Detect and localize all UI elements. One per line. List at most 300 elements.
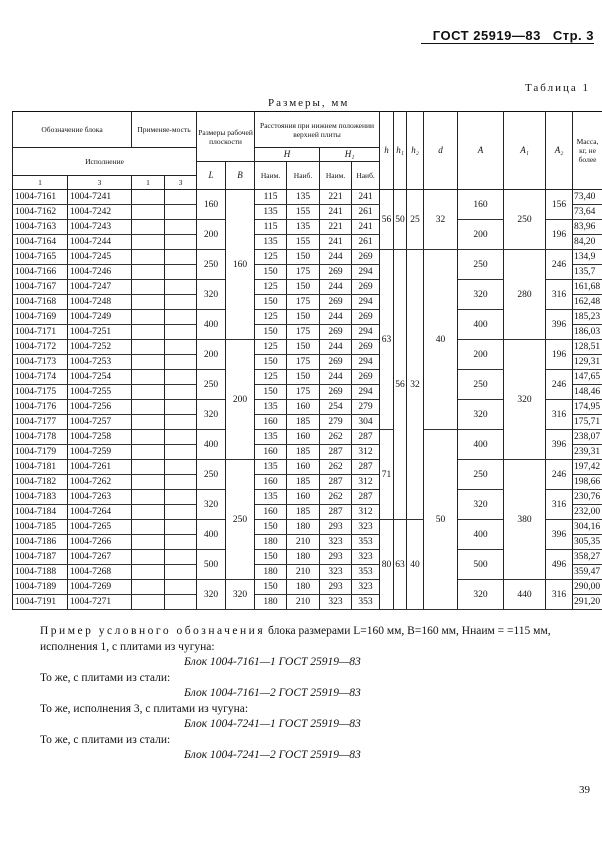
h-cell: 80 [380,520,394,610]
applicability-3-cell [165,505,197,520]
applicability-3-cell [165,310,197,325]
H1-min-cell: 323 [320,565,352,580]
applicability-3-cell [165,460,197,475]
applicability-3-cell [165,595,197,610]
a1-cell: 320 [504,340,546,460]
applicability-header: Применяе-мость [132,112,197,148]
l-cell: 250 [197,460,226,490]
code-version-1: 1004-7186 [13,535,68,550]
H-min-cell: 135 [255,205,287,220]
mass-cell: 358,27 [573,550,602,565]
l-cell: 400 [197,430,226,460]
H1-min-cell: 262 [320,460,352,475]
H-max-cell: 160 [287,430,320,445]
H1-min-cell: 323 [320,595,352,610]
a2-cell: 246 [546,250,573,280]
h-cell: 71 [380,430,394,520]
H1-max-cell: 353 [352,595,380,610]
page-label: Стр. 3 [552,28,594,43]
applicability-1-cell [132,505,165,520]
mass-cell: 161,68 [573,280,602,295]
l-cell: 320 [197,280,226,310]
H-max-cell: 210 [287,565,320,580]
applicability-3-cell [165,445,197,460]
H-min-cell: 150 [255,265,287,280]
code-version-3: 1004-7247 [68,280,132,295]
code-version-1: 1004-7184 [13,505,68,520]
applicability-3-cell [165,370,197,385]
applicability-3-cell [165,295,197,310]
H1-max-header: Наиб. [352,162,380,190]
H-max-cell: 135 [287,190,320,205]
applicability-3-cell [165,325,197,340]
b-cell: 320 [226,580,255,610]
applicability-3-cell [165,235,197,250]
code-version-3: 1004-7262 [68,475,132,490]
mass-cell: 73,40 [573,190,602,205]
a-cell: 500 [458,550,504,580]
h-cell: 56 [380,190,394,250]
page-number: 39 [579,783,590,796]
H1-max-cell: 294 [352,325,380,340]
l-cell: 320 [197,580,226,610]
H-min-cell: 125 [255,280,287,295]
mass-cell: 148,46 [573,385,602,400]
H-min-cell: 150 [255,580,287,595]
code-version-3: 1004-7252 [68,340,132,355]
code-version-1: 1004-7162 [13,205,68,220]
code-version-3: 1004-7249 [68,310,132,325]
code-version-1: 1004-7175 [13,385,68,400]
H-max-cell: 175 [287,325,320,340]
code-version-1: 1004-7187 [13,550,68,565]
code-version-1: 1004-7178 [13,430,68,445]
B-header: B [226,162,255,190]
a1-cell: 280 [504,250,546,340]
H1-max-cell: 287 [352,490,380,505]
H1-min-cell: 269 [320,325,352,340]
code-version-3: 1004-7267 [68,550,132,565]
applicability-1-cell [132,310,165,325]
a2-cell: 246 [546,460,573,490]
h1-cell: 63 [394,520,407,610]
code-version-1: 1004-7191 [13,595,68,610]
H1-max-cell: 241 [352,220,380,235]
h2-cell: 40 [407,520,424,610]
applicability-3-cell [165,535,197,550]
code-version-1: 1004-7169 [13,310,68,325]
H1-min-cell: 293 [320,520,352,535]
H1-min-cell: 244 [320,310,352,325]
H1-max-cell: 261 [352,235,380,250]
H-min-cell: 125 [255,310,287,325]
H-min-cell: 160 [255,445,287,460]
l-cell: 320 [197,490,226,520]
mass-cell: 175,71 [573,415,602,430]
code-version-3: 1004-7248 [68,295,132,310]
applicability-1-cell [132,415,165,430]
l-cell: 250 [197,250,226,280]
table-body [13,190,602,610]
applicability-1-cell [132,580,165,595]
version-3-header: 3 [68,176,132,190]
mass-cell: 232,00 [573,505,602,520]
H-min-cell: 150 [255,520,287,535]
H-min-cell: 115 [255,220,287,235]
H-min-cell: 180 [255,595,287,610]
version-1-header: 1 [13,176,68,190]
H1-max-cell: 353 [352,535,380,550]
mass-cell: 185,23 [573,310,602,325]
applicability-3-cell [165,565,197,580]
a-cell: 400 [458,310,504,340]
applicability-1-cell [132,430,165,445]
H1-max-cell: 269 [352,340,380,355]
H1-max-cell: 269 [352,370,380,385]
applicability-3-cell [165,475,197,490]
applicability-1-cell [132,295,165,310]
H-max-header: Наиб. [287,162,320,190]
mass-cell: 174,95 [573,400,602,415]
H1-max-cell: 294 [352,265,380,280]
mass-cell: 128,51 [573,340,602,355]
H-min-cell: 125 [255,250,287,265]
a-cell: 320 [458,580,504,610]
h2-cell: 25 [407,190,424,250]
H1-min-cell: 293 [320,580,352,595]
applicability-1-cell [132,190,165,205]
a2-cell: 396 [546,430,573,460]
mass-cell: 304,16 [573,520,602,535]
H-max-cell: 180 [287,580,320,595]
H-max-cell: 180 [287,520,320,535]
code-version-3: 1004-7264 [68,505,132,520]
H-max-cell: 155 [287,235,320,250]
applicability-3-cell [165,190,197,205]
b-cell: 200 [226,340,255,460]
applicability-3-cell [165,490,197,505]
b-cell: 160 [226,190,255,340]
applicability-1-cell [132,250,165,265]
a-cell: 400 [458,520,504,550]
H1-max-cell: 312 [352,445,380,460]
code-version-3: 1004-7266 [68,535,132,550]
applicability-3-cell [165,385,197,400]
H-max-cell: 150 [287,310,320,325]
a2-cell: 316 [546,400,573,430]
H-min-cell: 150 [255,295,287,310]
a2-cell: 316 [546,280,573,310]
applicability-3-cell [165,205,197,220]
example-code-3: Блок 1004-7241—1 ГОСТ 25919—83 [184,718,361,730]
H1-min-cell: 244 [320,370,352,385]
mass-cell: 238,07 [573,430,602,445]
H-min-cell: 135 [255,460,287,475]
code-version-3: 1004-7261 [68,460,132,475]
code-version-3: 1004-7245 [68,250,132,265]
l-cell: 320 [197,400,226,430]
H-min-cell: 125 [255,340,287,355]
code-version-1: 1004-7165 [13,250,68,265]
code-version-1: 1004-7188 [13,565,68,580]
d-cell: 40 [424,250,458,430]
H1-max-cell: 287 [352,430,380,445]
H1-min-cell: 269 [320,265,352,280]
H1-min-cell: 241 [320,205,352,220]
H-max-cell: 150 [287,250,320,265]
applicability-3-cell [165,415,197,430]
H1-min-cell: 262 [320,430,352,445]
a2-cell: 316 [546,580,573,610]
H-min-cell: 150 [255,385,287,400]
applicability-3-cell [165,355,197,370]
code-version-3: 1004-7271 [68,595,132,610]
code-version-1: 1004-7166 [13,265,68,280]
H1-max-cell: 261 [352,205,380,220]
applicability-1-cell [132,565,165,580]
h1-cell: 50 [394,190,407,250]
example-line-3: То же, исполнения 3, с плитами из чугуна: [40,702,249,715]
H-min-cell: 160 [255,415,287,430]
H1-min-cell: 262 [320,490,352,505]
H1-min-cell: 287 [320,445,352,460]
mass-cell: 197,42 [573,460,602,475]
applicability-3-cell [165,580,197,595]
example-code-1: Блок 1004-7161—1 ГОСТ 25919—83 [184,656,361,668]
H1-max-cell: 312 [352,505,380,520]
dimensions-table [12,111,602,610]
H-max-cell: 185 [287,505,320,520]
code-version-1: 1004-7167 [13,280,68,295]
applicability-3-cell [165,520,197,535]
a1-header: A₁ [504,112,546,190]
a1-cell: 250 [504,190,546,250]
code-version-1: 1004-7177 [13,415,68,430]
H1-max-cell: 353 [352,565,380,580]
H1-min-cell: 287 [320,475,352,490]
mass-header: Масса, кг, не более [573,112,602,190]
H1-max-cell: 269 [352,280,380,295]
example-line-2: То же, с плитами из стали: [40,671,171,684]
mass-cell: 291,20 [573,595,602,610]
code-version-1: 1004-7174 [13,370,68,385]
l-cell: 160 [197,190,226,220]
H-min-cell: 160 [255,505,287,520]
mass-cell: 83,96 [573,220,602,235]
H-max-cell: 150 [287,340,320,355]
mass-cell: 129,31 [573,355,602,370]
code-version-3: 1004-7251 [68,325,132,340]
H1-max-cell: 294 [352,385,380,400]
H1-header: H₁ [320,148,380,162]
applicability-1-cell [132,400,165,415]
a2-header: A₂ [546,112,573,190]
a-cell: 200 [458,340,504,370]
a2-cell: 396 [546,310,573,340]
table-row [13,250,602,265]
table-row [13,340,602,355]
applicability-1-cell [132,460,165,475]
table-row [13,580,602,595]
code-version-3: 1004-7265 [68,520,132,535]
code-version-1: 1004-7181 [13,460,68,475]
H-min-cell: 160 [255,475,287,490]
H1-min-cell: 323 [320,535,352,550]
h2-header: h₂ [407,112,424,190]
units-caption: Размеры, мм [268,97,350,109]
mass-cell: 186,03 [573,325,602,340]
mass-cell: 198,66 [573,475,602,490]
H1-min-cell: 221 [320,190,352,205]
distances-header: Расстояния при нижнем положении верхней плиты [255,112,380,148]
a-cell: 320 [458,490,504,520]
H1-min-cell: 293 [320,550,352,565]
a2-cell: 316 [546,490,573,520]
code-version-1: 1004-7172 [13,340,68,355]
H-min-cell: 150 [255,325,287,340]
d-cell: 50 [424,430,458,610]
h-cell: 63 [380,250,394,430]
d-cell: 32 [424,190,458,250]
code-version-1: 1004-7179 [13,445,68,460]
H-max-cell: 175 [287,385,320,400]
mass-cell: 135,7 [573,265,602,280]
table-wrapper [12,111,602,610]
H-min-cell: 150 [255,355,287,370]
a-cell: 400 [458,430,504,460]
mass-cell: 359,47 [573,565,602,580]
H1-min-cell: 244 [320,250,352,265]
example-line-4: То же, с плитами из стали: [40,733,171,746]
applicability-1-header: 1 [132,176,165,190]
code-version-3: 1004-7268 [68,565,132,580]
H-min-cell: 150 [255,550,287,565]
l-cell: 250 [197,370,226,400]
mass-cell: 290,00 [573,580,602,595]
H1-min-cell: 279 [320,415,352,430]
H1-max-cell: 294 [352,355,380,370]
applicability-1-cell [132,370,165,385]
applicability-1-cell [132,265,165,280]
H1-min-cell: 254 [320,400,352,415]
page-top [0,0,602,111]
H-min-cell: 135 [255,400,287,415]
code-version-1: 1004-7161 [13,190,68,205]
mass-cell: 230,76 [573,490,602,505]
applicability-3-header: 3 [165,176,197,190]
applicability-3-cell [165,550,197,565]
work-surface-header: Размеры рабочей плоскости [197,112,255,162]
H1-min-cell: 269 [320,355,352,370]
H-max-cell: 160 [287,490,320,505]
mass-cell: 147,65 [573,370,602,385]
code-version-1: 1004-7168 [13,295,68,310]
code-version-3: 1004-7246 [68,265,132,280]
designation-header: Обозначение блока [13,112,132,148]
H1-min-cell: 244 [320,340,352,355]
a-cell: 160 [458,190,504,220]
example-code-2: Блок 1004-7161—2 ГОСТ 25919—83 [184,687,361,699]
l-cell: 200 [197,220,226,250]
example-intro: блока размерами L=160 мм, B=160 мм, Hнаим = =115 мм, исполнения 1, с плитами из чугуна: [40,625,551,653]
H-min-cell: 180 [255,535,287,550]
l-cell: 400 [197,310,226,340]
applicability-1-cell [132,490,165,505]
H-min-cell: 115 [255,190,287,205]
applicability-3-cell [165,250,197,265]
applicability-3-cell [165,280,197,295]
a2-cell: 246 [546,370,573,400]
h1-cell: 56 [394,250,407,520]
code-version-3: 1004-7263 [68,490,132,505]
H1-max-cell: 241 [352,190,380,205]
code-version-1: 1004-7164 [13,235,68,250]
applicability-1-cell [132,340,165,355]
page-header [421,28,594,44]
H-min-header: Наим. [255,162,287,190]
H-max-cell: 150 [287,280,320,295]
applicability-3-cell [165,340,197,355]
applicability-3-cell [165,430,197,445]
H-max-cell: 210 [287,595,320,610]
H-min-cell: 125 [255,370,287,385]
a1-cell: 440 [504,580,546,610]
H-max-cell: 160 [287,400,320,415]
H-min-cell: 180 [255,565,287,580]
H-min-cell: 135 [255,235,287,250]
h1-header: h₁ [394,112,407,190]
H1-max-cell: 323 [352,580,380,595]
code-version-3: 1004-7255 [68,385,132,400]
d-header: d [424,112,458,190]
H1-max-cell: 269 [352,310,380,325]
H1-max-cell: 279 [352,400,380,415]
code-version-3: 1004-7269 [68,580,132,595]
code-version-1: 1004-7189 [13,580,68,595]
code-version-1: 1004-7185 [13,520,68,535]
H-max-cell: 155 [287,205,320,220]
H1-min-cell: 241 [320,235,352,250]
mass-cell: 84,20 [573,235,602,250]
code-version-3: 1004-7259 [68,445,132,460]
H1-max-cell: 294 [352,295,380,310]
standard-number: ГОСТ 25919—83 [432,28,541,43]
code-version-3: 1004-7241 [68,190,132,205]
H-min-cell: 135 [255,430,287,445]
example-code-4: Блок 1004-7241—2 ГОСТ 25919—83 [184,749,361,761]
applicability-1-cell [132,385,165,400]
code-version-1: 1004-7171 [13,325,68,340]
applicability-3-cell [165,220,197,235]
H1-max-cell: 269 [352,250,380,265]
a-cell: 200 [458,220,504,250]
table-row [13,460,602,475]
version-header: Исполнение [13,148,197,176]
table-label: Таблица 1 [524,82,590,94]
code-version-1: 1004-7173 [13,355,68,370]
mass-cell: 305,35 [573,535,602,550]
H-max-cell: 185 [287,415,320,430]
H-max-cell: 210 [287,535,320,550]
a2-cell: 496 [546,550,573,580]
a-cell: 250 [458,250,504,280]
l-cell: 400 [197,520,226,550]
code-version-1: 1004-7183 [13,490,68,505]
code-version-1: 1004-7163 [13,220,68,235]
L-header: L [197,162,226,190]
applicability-1-cell [132,445,165,460]
b-cell: 250 [226,460,255,580]
